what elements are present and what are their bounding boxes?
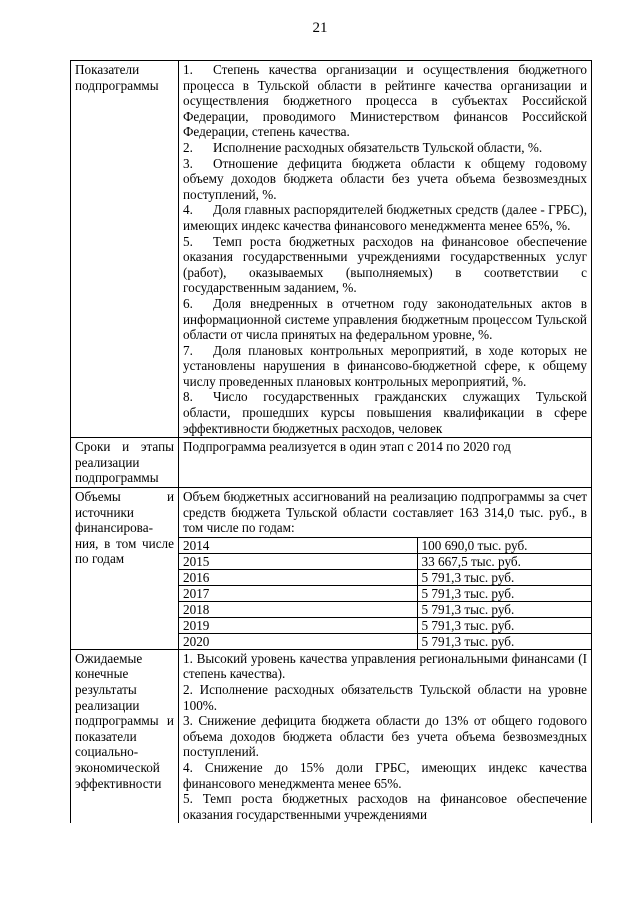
result-item: 3. Снижение дефицита бюджета области до 13% от общего годового объема доходов бюджета области без учета объема безвозмездных поступлений. [183,713,587,760]
amount-cell: 5 791,3 тыс. руб. [417,601,591,617]
subprogram-passport-table [70,60,592,823]
indicator-item: 7. Доля плановых контрольных мероприятий, в ходе которых не установлены нарушения в финансово-бюджетной сфере, к общему числу проведенных плановых контрольных мероприятий, %. [183,342,587,389]
label-cell [71,61,179,438]
result-item: 2. Исполнение расходных обязательств Тульской области на уровне 100%. [183,682,587,713]
row-results [71,649,592,823]
year-row [179,537,591,553]
value-cell [179,438,592,488]
year-cell: 2016 [179,569,417,585]
indicator-item: 6. Доля внедренных в отчетном году законодательных актов в информационной системе управления бюджетным процессом Тульской области от числа принятых на федеральном уровне, %. [183,295,587,343]
row-funding [71,488,592,650]
year-row [179,617,591,633]
year-row [179,633,591,649]
value-cell [179,649,592,823]
funding-intro: Объем бюджетных ассигнований на реализацию подпрограммы за счет средств бюджета Тульской области составляет 163 314,0 тыс. руб., в том числе по годам: [183,489,587,536]
result-item: 1. Высокий уровень качества управления региональными финансами (I степень качества). [183,650,587,682]
year-cell: 2014 [179,537,417,553]
row-indicators [71,61,592,438]
year-cell: 2019 [179,617,417,633]
amount-cell: 33 667,5 тыс. руб. [417,553,591,569]
row-label: Ожидаемые конечные результаты реализации подпрограммы и показатели социально-экономической эффективности [75,650,174,791]
year-row [179,553,591,569]
year-cell: 2018 [179,601,417,617]
value-cell [179,488,592,650]
row-terms [71,438,592,488]
year-row [179,569,591,585]
amount-cell: 5 791,3 тыс. руб. [417,633,591,649]
row-label: Сроки и этапы реализации подпрограммы [75,439,174,486]
amount-cell: 100 690,0 тыс. руб. [417,537,591,553]
result-item: 4. Снижение до 15% доли ГРБС, имеющих индекс качества финансового менеджмента менее 65%. [183,759,587,791]
label-cell [71,438,179,488]
label-cell [71,488,179,650]
row-label: Объемы и источники финансирова-ния, в том числе по годам [75,489,174,567]
year-cell: 2020 [179,633,417,649]
amount-cell: 5 791,3 тыс. руб. [417,585,591,601]
year-row [179,585,591,601]
value-cell [179,61,592,438]
row-label: Показатели подпрограммы [75,62,159,93]
page-number: 21 [312,20,328,36]
funding-by-year-table [179,537,591,649]
result-item: 5. Темп роста бюджетных расходов на финансовое обеспечение оказания государственными учреждениями [183,791,587,822]
year-cell: 2017 [179,585,417,601]
amount-cell: 5 791,3 тыс. руб. [417,569,591,585]
indicator-item: 1. Степень качества организации и осуществления бюджетного процесса в Тульской области в рейтинге качества организации и осуществления бюджетного процесса в субъектах Российской Федерации, проводимого Министерством финансов Российской Федерации, степень качества. [183,62,587,140]
indicator-item: 5. Темп роста бюджетных расходов на финансовое обеспечение оказания государственными учреждениями государственных услуг (работ), оказываемых (выполняемых) в соответствии с государственным заданием, %. [183,233,587,296]
indicator-item: 8. Число государственных гражданских служащих Тульской области, прошедших курсы повышения квалификации в сфере эффективности бюджетных расходов, человек [183,389,587,436]
indicator-item: 2. Исполнение расходных обязательств Тульской области, %. [183,139,543,155]
indicator-item: 4. Доля главных распорядителей бюджетных средств (далее - ГРБС), имеющих индекс качества финансового менеджмента менее 65%, %. [183,202,587,233]
year-row [179,601,591,617]
label-cell [71,649,179,823]
amount-cell: 5 791,3 тыс. руб. [417,617,591,633]
year-cell: 2015 [179,553,417,569]
indicator-item: 3. Отношение дефицита бюджета области к общему годовому объему доходов бюджета области без учета объема безвозмездных поступлений, %. [183,155,587,202]
terms-text: Подпрограмма реализуется в один этап с 2014 по 2020 год [183,439,511,455]
